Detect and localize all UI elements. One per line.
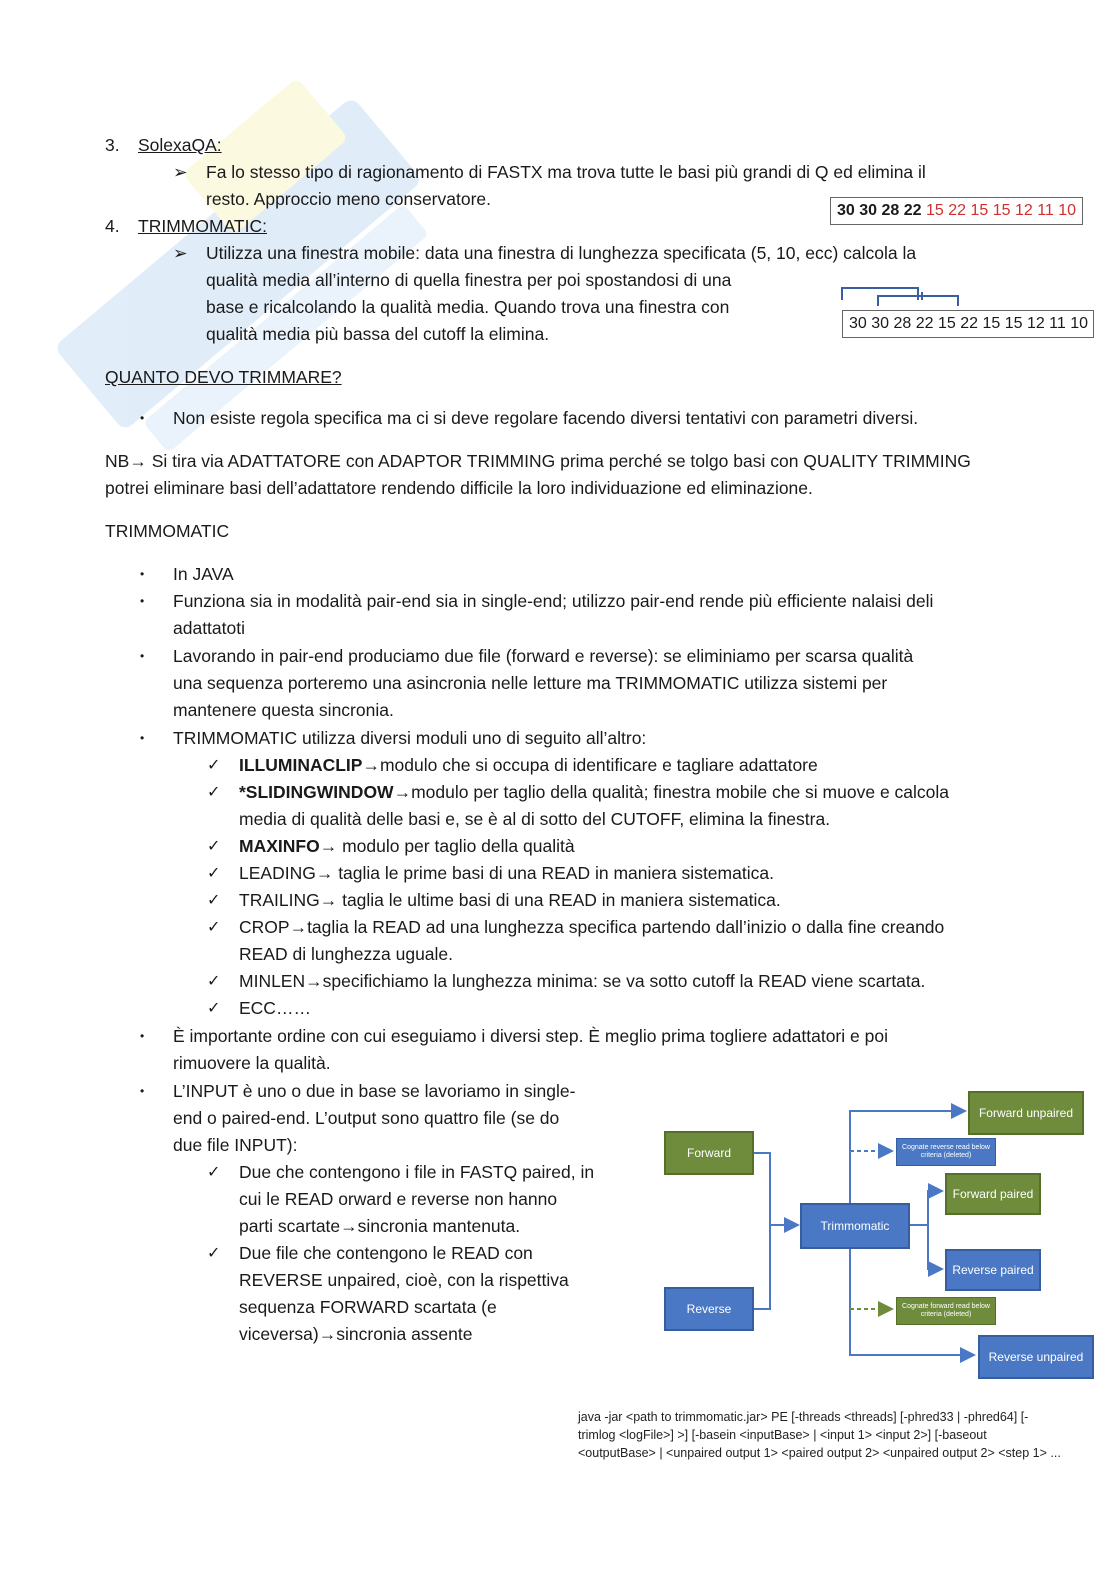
node-trimmomatic: Trimmomatic — [800, 1203, 910, 1249]
check-icon: ✓ — [207, 865, 221, 882]
item4-text-line3: base e ricalcolando la qualità media. Quando trova una finestra con — [206, 297, 730, 317]
list-number-4: 4. — [105, 216, 120, 236]
arrow-icon: → — [129, 451, 147, 471]
item3-text-line1: Fa lo stesso tipo di ragionamento di FASTX ma trova tutte le basi più grandi di Q ed elimina il — [206, 162, 926, 182]
module-desc: modulo che si occupa di identificare e tagliare adattatore — [379, 755, 818, 775]
module-desc: taglia la READ ad una lunghezza specifica partendo dall’inizio o dalla fine creando — [307, 917, 945, 937]
node-forward-paired: Forward paired — [945, 1173, 1041, 1215]
output-paired-l3a: parti scartate — [239, 1216, 341, 1236]
check-icon: ✓ — [207, 757, 221, 774]
node-reverse: Reverse — [664, 1287, 754, 1331]
arrow-icon: → — [289, 917, 308, 937]
quality-scores-kept: 30 30 28 22 — [837, 202, 922, 219]
arrow-bullet-icon: ➢ — [173, 243, 188, 263]
quality-scores-box-2: 30 30 28 22 15 22 15 15 12 11 10 — [842, 310, 1094, 338]
arrow-icon: → — [393, 782, 412, 802]
item3-text-line2: resto. Approccio meno conservatore. — [206, 189, 492, 209]
bullet-icon: • — [140, 411, 145, 425]
arrow-icon: → — [340, 1216, 358, 1236]
command-line2: trimlog <logFile>] >] [-basein <inputBase> | <input 1> <input 2>] [-baseout — [578, 1428, 987, 1442]
bullet-input-l3: due file INPUT): — [173, 1135, 298, 1155]
node-forward-unpaired: Forward unpaired — [968, 1091, 1084, 1135]
module-minlen — [239, 968, 925, 995]
arrow-icon: → — [319, 836, 338, 856]
node-reverse-unpaired: Reverse unpaired — [978, 1335, 1094, 1379]
output-unpaired-l4a: viceversa) — [239, 1324, 319, 1344]
item4-title: TRIMMOMATIC: — [138, 216, 267, 236]
command-line3: <outputBase> | <unpaired output 1> <paired output 2> <unpaired output 2> <step 1> ... — [578, 1446, 1061, 1460]
module-desc: modulo per taglio della qualità; finestra mobile che si muove e calcola — [411, 782, 950, 802]
output-unpaired-l4b: sincronia assente — [336, 1324, 473, 1344]
arrow-icon: → — [315, 863, 334, 883]
check-icon: ✓ — [207, 919, 221, 936]
check-icon: ✓ — [207, 973, 221, 990]
output-unpaired-l2: REVERSE unpaired, cioè, con la rispettiva — [239, 1270, 569, 1290]
module-leading — [239, 860, 774, 887]
module-name: TRAILING — [239, 890, 320, 910]
trimmomatic-flow-diagram — [660, 1085, 1100, 1385]
bullet-icon: • — [140, 649, 145, 663]
bullet-icon: • — [140, 1029, 145, 1043]
arrow-bullet-icon: ➢ — [173, 162, 188, 182]
node-forward: Forward — [664, 1131, 754, 1175]
output-paired-l1: Due che contengono i file in FASTQ paired, in — [239, 1162, 595, 1182]
list-number-3: 3. — [105, 135, 120, 155]
nb-label: NB — [105, 451, 130, 471]
output-paired-l3b: sincronia mantenuta. — [357, 1216, 521, 1236]
check-icon: ✓ — [207, 1164, 221, 1181]
module-maxinfo — [239, 833, 575, 860]
module-slidingwindow — [239, 779, 949, 806]
module-crop — [239, 914, 944, 941]
node-reverse-paired: Reverse paired — [945, 1249, 1041, 1291]
output-unpaired-l1: Due file che contengono le READ con — [239, 1243, 533, 1263]
module-crop-l2: READ di lunghezza uguale. — [239, 944, 454, 964]
item4-text-line1: Utilizza una finestra mobile: data una finestra di lunghezza specificata (5, 10, ecc) calcola la — [206, 243, 917, 263]
quality-scores-box-1 — [830, 197, 1083, 225]
trimmomatic-command — [578, 1408, 1098, 1462]
node-cognate-reverse: Cognate reverse read below criteria (deleted) — [896, 1138, 996, 1166]
output-unpaired-l3: sequenza FORWARD scartata (e — [239, 1297, 497, 1317]
nb-text-1: Si tira via ADATTATORE con ADAPTOR TRIMMING prima perché se tolgo basi con QUALITY TRIMMING — [151, 451, 971, 471]
module-desc: specifichiamo la lunghezza minima: se va sotto cutoff la READ viene scartata. — [322, 971, 926, 991]
bullet-order-l2: rimuovere la qualità. — [173, 1053, 331, 1073]
module-desc: taglia le prime basi di una READ in maniera sistematica. — [333, 863, 774, 883]
module-illuminaclip — [239, 752, 818, 779]
command-line1: java -jar <path to trimmomatic.jar> PE [-threads <threads] [-phred33 | -phred64] [- — [578, 1410, 1029, 1424]
arrow-icon: → — [318, 1324, 337, 1344]
module-slidingwindow-l2: media di qualità delle basi e, se è al di sotto del CUTOFF, elimina la finestra. — [239, 809, 831, 829]
output-paired-l3 — [239, 1213, 520, 1240]
check-icon: ✓ — [207, 892, 221, 909]
quality-scores-removed: 15 22 15 15 12 11 10 — [925, 202, 1077, 219]
arrow-icon: → — [362, 755, 380, 775]
bullet-icon: • — [140, 567, 145, 581]
output-paired-l2: cui le READ orward e reverse non hanno — [239, 1189, 558, 1209]
module-name: LEADING — [239, 863, 316, 883]
bullet-modules: TRIMMOMATIC utilizza diversi moduli uno di seguito all’altro: — [173, 728, 647, 748]
module-desc: modulo per taglio della qualità — [337, 836, 575, 856]
check-icon: ✓ — [207, 838, 221, 855]
bullet-order-l1: È importante ordine con cui eseguiamo i diversi step. È meglio prima togliere adattatori e poi — [173, 1026, 888, 1046]
nb-line1 — [105, 448, 971, 475]
module-name: *SLIDINGWINDOW — [239, 782, 394, 802]
check-icon: ✓ — [207, 1000, 221, 1017]
section-heading-trimmomatic: TRIMMOMATIC — [105, 521, 230, 541]
bullet-icon: • — [140, 1084, 145, 1098]
item4-text-line4: qualità media più bassa del cutoff la elimina. — [206, 324, 550, 344]
check-icon: ✓ — [207, 1245, 221, 1262]
output-unpaired-l4 — [239, 1321, 472, 1348]
section-heading-quanto: QUANTO DEVO TRIMMARE? — [105, 367, 342, 387]
nb-line2: potrei eliminare basi dell’adattatore rendendo difficile la loro individuazione ed eliminazione. — [105, 478, 813, 498]
module-ecc: ECC…… — [239, 998, 311, 1018]
bullet-java: In JAVA — [173, 564, 234, 584]
bullet-sync-l1: Lavorando in pair-end produciamo due file (forward e reverse): se eliminiamo per scarsa qualità — [173, 646, 914, 666]
module-name: MAXINFO — [239, 836, 320, 856]
item3-title: SolexaQA: — [138, 135, 222, 155]
bullet-sync-l2: una sequenza porteremo una asincronia nelle letture ma TRIMMOMATIC utilizza sistemi per — [173, 673, 888, 693]
check-icon: ✓ — [207, 784, 221, 801]
module-name: MINLEN — [239, 971, 306, 991]
bullet-pairend-l2: adattatoti — [173, 618, 245, 638]
bullet-input-l1: L’INPUT è uno o due in base se lavoriamo in single- — [173, 1081, 576, 1101]
module-name: CROP — [239, 917, 290, 937]
bullet-input-l2: end o paired-end. L’output sono quattro file (se do — [173, 1108, 560, 1128]
module-trailing — [239, 887, 781, 914]
module-desc: taglia le ultime basi di una READ in maniera sistematica. — [337, 890, 781, 910]
quanto-bullet-text: Non esiste regola specifica ma ci si deve regolare facendo diversi tentativi con parametri diversi. — [173, 408, 919, 428]
item4-text-line2: qualità media all’interno di quella finestra per poi spostandosi di una — [206, 270, 732, 290]
module-name: ILLUMINACLIP — [239, 755, 363, 775]
bullet-pairend-l1: Funziona sia in modalità pair-end sia in single-end; utilizzo pair-end rende più efficiente nalaisi deli — [173, 591, 934, 611]
sliding-window-brackets — [838, 282, 978, 308]
bullet-sync-l3: mantenere questa sincronia. — [173, 700, 394, 720]
node-cognate-forward: Cognate forward read below criteria (deleted) — [896, 1297, 996, 1325]
bullet-icon: • — [140, 594, 145, 608]
arrow-icon: → — [319, 890, 338, 910]
bullet-icon: • — [140, 731, 145, 745]
arrow-icon: → — [305, 971, 323, 991]
